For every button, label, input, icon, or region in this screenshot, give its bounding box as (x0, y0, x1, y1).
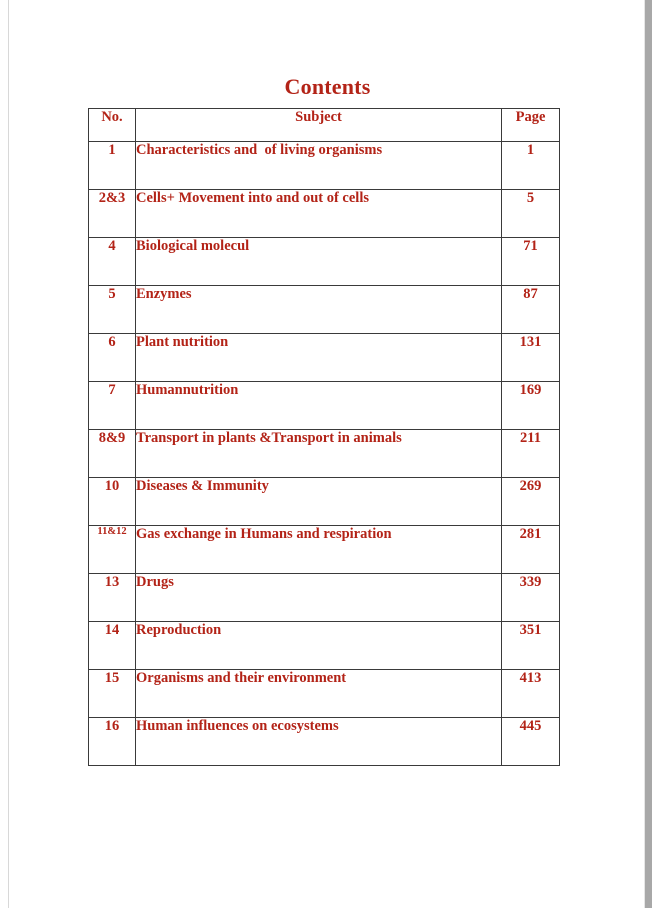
chapter-page-cell: 269 (502, 478, 560, 526)
chapter-subject-cell: Organisms and their environment (136, 670, 502, 718)
chapter-number-cell: 8&9 (89, 430, 136, 478)
chapter-number-cell: 2&3 (89, 190, 136, 238)
table-row (89, 334, 560, 382)
chapter-page-cell: 5 (502, 190, 560, 238)
table-row (89, 382, 560, 430)
chapter-number-cell: 7 (89, 382, 136, 430)
table-row (89, 286, 560, 334)
chapter-page-cell: 445 (502, 718, 560, 766)
chapter-number-cell: 4 (89, 238, 136, 286)
chapter-number-cell: 16 (89, 718, 136, 766)
table-of-contents (88, 108, 560, 766)
document-page (8, 0, 645, 908)
chapter-subject-cell: Transport in plants &Transport in animals (136, 430, 502, 478)
table-row (89, 478, 560, 526)
table-row (89, 718, 560, 766)
table-body (89, 142, 560, 766)
table-row (89, 190, 560, 238)
table-row (89, 526, 560, 574)
chapter-subject-cell: Enzymes (136, 286, 502, 334)
chapter-subject-cell: Plant nutrition (136, 334, 502, 382)
table-header-row (89, 109, 560, 142)
chapter-subject-cell: Reproduction (136, 622, 502, 670)
table-row (89, 574, 560, 622)
chapter-page-cell: 281 (502, 526, 560, 574)
chapter-subject-cell: Gas exchange in Humans and respiration (136, 526, 502, 574)
chapter-number-cell: 13 (89, 574, 136, 622)
chapter-number-cell: 10 (89, 478, 136, 526)
chapter-subject-cell: Humannutrition (136, 382, 502, 430)
chapter-page-cell: 169 (502, 382, 560, 430)
chapter-subject-cell: Drugs (136, 574, 502, 622)
table-row (89, 238, 560, 286)
chapter-page-cell: 211 (502, 430, 560, 478)
chapter-page-cell: 413 (502, 670, 560, 718)
chapter-page-cell: 339 (502, 574, 560, 622)
chapter-number-cell: 1 (89, 142, 136, 190)
chapter-page-cell: 1 (502, 142, 560, 190)
chapter-page-cell: 71 (502, 238, 560, 286)
page-title: Contents (284, 74, 371, 99)
column-header-no: No. (89, 109, 136, 142)
table-row (89, 670, 560, 718)
chapter-subject-cell: Cells+ Movement into and out of cells (136, 190, 502, 238)
chapter-page-cell: 351 (502, 622, 560, 670)
column-header-page: Page (502, 109, 560, 142)
table-row (89, 430, 560, 478)
chapter-page-cell: 131 (502, 334, 560, 382)
vertical-scrollbar-thumb[interactable] (645, 0, 652, 908)
chapter-number-cell: 14 (89, 622, 136, 670)
table-row (89, 622, 560, 670)
chapter-subject-cell: Human influences on ecosystems (136, 718, 502, 766)
chapter-number-cell: 6 (89, 334, 136, 382)
column-header-subject: Subject (136, 109, 502, 142)
vertical-scrollbar[interactable] (645, 0, 652, 908)
chapter-subject-cell: Diseases & Immunity (136, 478, 502, 526)
chapter-page-cell: 87 (502, 286, 560, 334)
chapter-number-cell: 11&12 (89, 526, 136, 574)
chapter-subject-cell: Characteristics and of living organisms (136, 142, 502, 190)
chapter-number-cell: 15 (89, 670, 136, 718)
chapter-subject-cell: Biological molecul (136, 238, 502, 286)
table-header (89, 109, 560, 142)
chapter-number-cell: 5 (89, 286, 136, 334)
table-row (89, 142, 560, 190)
